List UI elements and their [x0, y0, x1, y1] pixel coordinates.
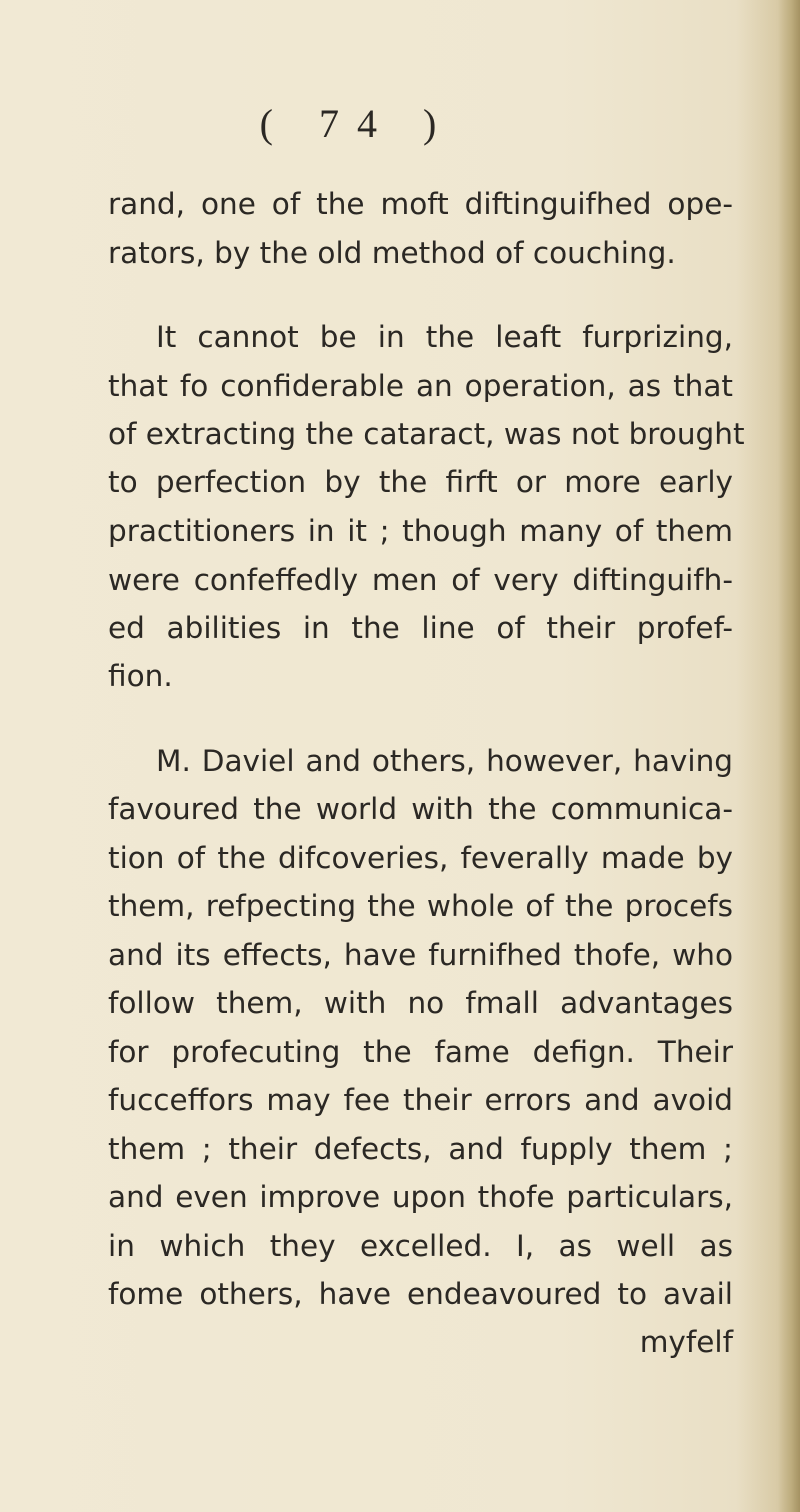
text-line: fucceffors may fee their errors and avoid	[108, 1083, 733, 1117]
text-line: of extracting the cataract, was not brought	[108, 417, 745, 451]
text-line: favoured the world with the communica-	[108, 792, 733, 826]
text-line: fion.	[108, 659, 173, 693]
text-line: It cannot be in the leaft furprizing,	[156, 320, 733, 354]
text-line: for profecuting the fame defign. Their	[108, 1035, 733, 1069]
text-line: them ; their defects, and fupply them ;	[108, 1132, 733, 1166]
text-line: that fo confiderable an operation, as that	[108, 369, 733, 403]
text-line: M. Daviel and others, however, having	[156, 744, 733, 778]
text-line: practitioners in it ; though many of them	[108, 514, 733, 548]
text-line: and even improve upon thofe particulars,	[108, 1180, 733, 1214]
text-line: them, refpecting the whole of the procefs	[108, 889, 733, 923]
catchword: myfelf	[639, 1325, 733, 1359]
text-line: tion of the difcoveries, feverally made by	[108, 841, 733, 875]
text-line: rators, by the old method of couching.	[108, 236, 676, 270]
text-line: in which they excelled. I, as well as	[108, 1229, 733, 1263]
text-line: and its effects, have furnifhed thofe, who	[108, 938, 733, 972]
page-number: ( 74 )	[259, 101, 455, 146]
text-line: were confeffedly men of very diftinguifh-	[108, 563, 733, 597]
text-line: follow them, with no fmall advantages	[108, 986, 733, 1020]
text-line: ed abilities in the line of their profef-	[108, 611, 733, 645]
text-line: fome others, have endeavoured to avail	[108, 1277, 733, 1311]
text-line: to perfection by the firft or more early	[108, 465, 733, 499]
text-line: rand, one of the moft diftinguifhed ope-	[108, 187, 733, 221]
